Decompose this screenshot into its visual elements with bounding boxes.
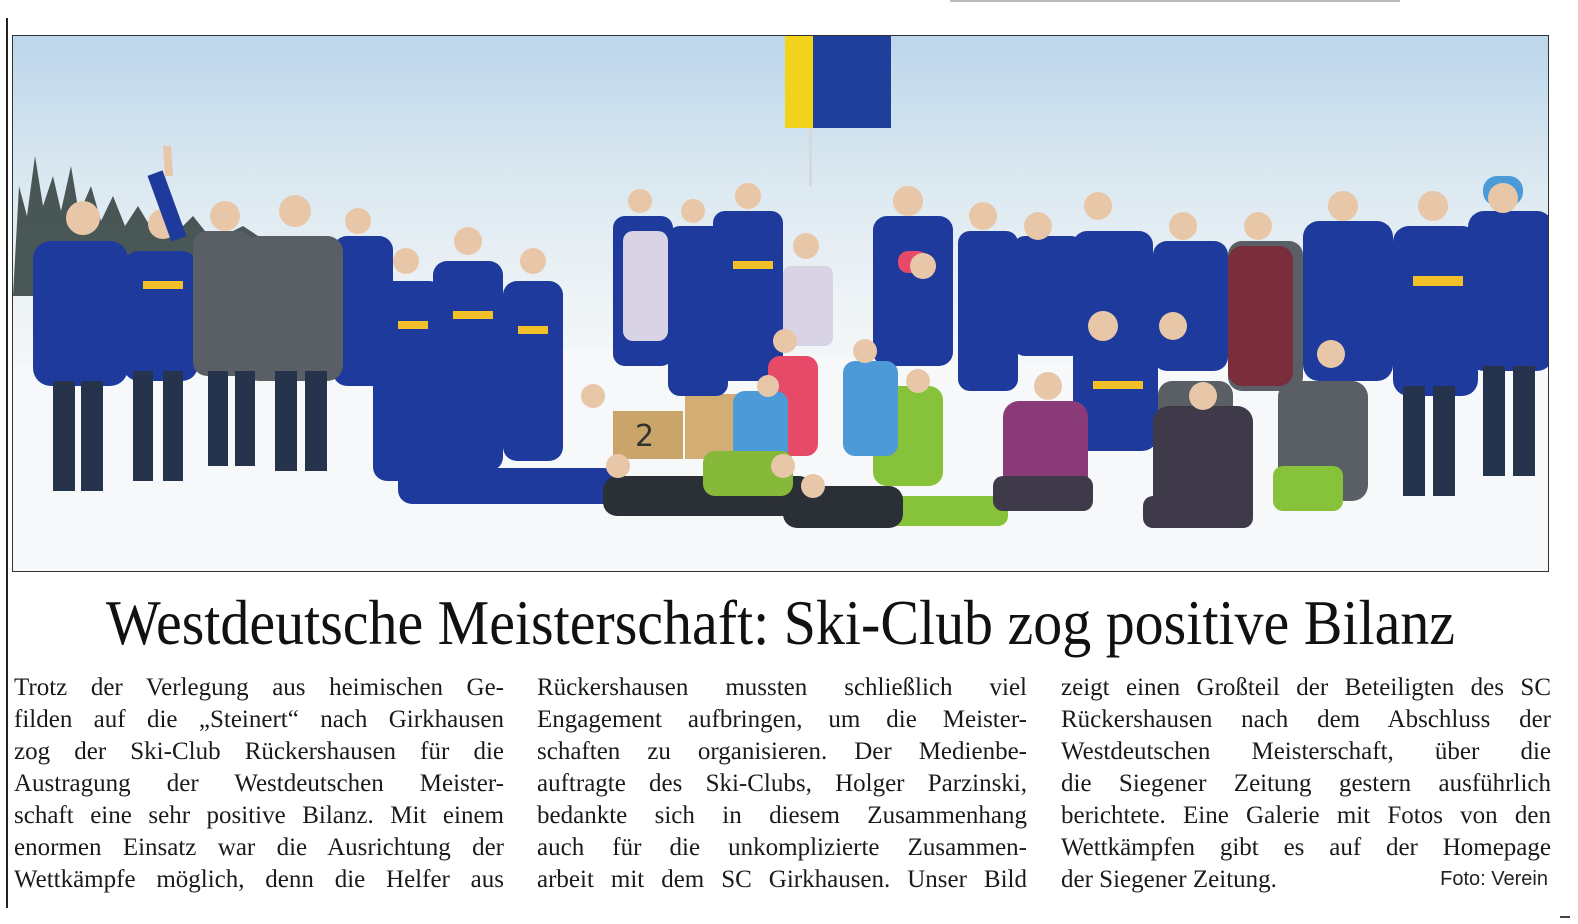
- text-line: Wettkämpfen gibt es auf der Homepage: [1061, 834, 1551, 861]
- article-column-2: [537, 672, 1027, 896]
- text-line: Rückershausen mussten schließlich viel: [537, 674, 1027, 701]
- article-column-1: [14, 672, 504, 896]
- text-line: schaften zu organisieren. Der Medienbe-: [537, 738, 1027, 765]
- text-line: auch für die unkomplizierte Zusammen-: [537, 834, 1027, 861]
- text-line: zeigt einen Großteil der Beteiligten des SC: [1061, 674, 1551, 701]
- group-photo: [12, 35, 1549, 572]
- group-photo-illustration: [13, 36, 1549, 572]
- text-line: berichtete. Eine Galerie mit Fotos von den: [1061, 802, 1551, 829]
- article-headline: Westdeutsche Meisterschaft: Ski-Club zog positive Bilanz: [105, 588, 1456, 658]
- flag: [785, 36, 891, 186]
- text-line: der Siegener Zeitung.: [1061, 866, 1277, 893]
- text-line: schaft eine sehr positive Bilanz. Mit einem: [14, 802, 504, 829]
- top-rule: [950, 0, 1400, 2]
- text-line: auftragte des Ski-Clubs, Holger Parzinski,: [537, 770, 1027, 797]
- text-line: die Siegener Zeitung gestern ausführlich: [1061, 770, 1551, 797]
- svg-text:2: 2: [635, 419, 655, 454]
- text-line: Rückershausen nach dem Abschluss der: [1061, 706, 1551, 733]
- text-line: arbeit mit dem SC Girkhausen. Unser Bild: [537, 866, 1027, 893]
- text-line: Engagement aufbringen, um die Meister-: [537, 706, 1027, 733]
- article-column-3: [1061, 672, 1551, 896]
- text-line: filden auf die „Steinert“ nach Girkhausen: [14, 706, 504, 733]
- photo-credit: Foto: Verein: [1440, 868, 1548, 890]
- text-line: Austragung der Westdeutschen Meister-: [14, 770, 504, 797]
- column-rule: [6, 18, 8, 908]
- text-line: enormen Einsatz war die Ausrichtung der: [14, 834, 504, 861]
- corner-mark: [1560, 916, 1570, 918]
- text-line: bedankte sich in diesem Zusammenhang: [537, 802, 1027, 829]
- text-line: Trotz der Verlegung aus heimischen Ge-: [14, 674, 504, 701]
- text-line: Westdeutschen Meisterschaft, über die: [1061, 738, 1551, 765]
- text-line: Wettkämpfe möglich, denn die Helfer aus: [14, 866, 504, 893]
- text-line: zog der Ski-Club Rückershausen für die: [14, 738, 504, 765]
